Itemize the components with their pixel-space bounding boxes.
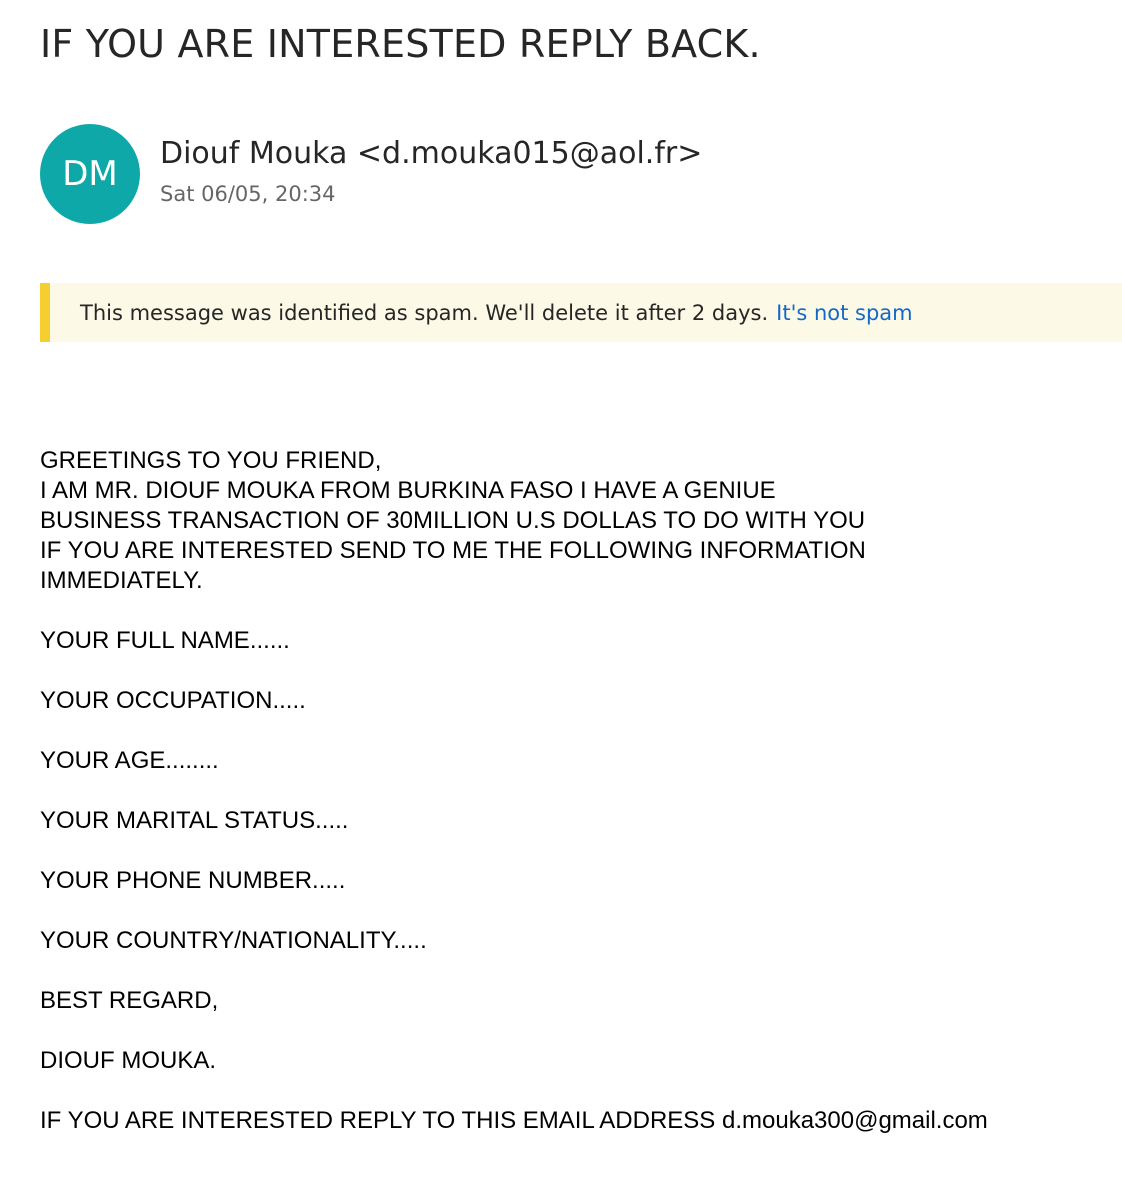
email-subject: IF YOU ARE INTERESTED REPLY BACK. xyxy=(40,22,761,66)
body-line: IMMEDIATELY. xyxy=(40,567,203,594)
closing-line: BEST REGARD, xyxy=(40,987,219,1014)
spam-notice-bar xyxy=(40,283,1122,342)
body-line: IF YOU ARE INTERESTED SEND TO ME THE FOLLOWING INFORMATION xyxy=(40,537,866,564)
info-field-occupation: YOUR OCCUPATION..... xyxy=(40,687,306,714)
info-field-full-name: YOUR FULL NAME...... xyxy=(40,627,290,654)
reply-instruction-text: IF YOU ARE INTERESTED REPLY TO THIS EMAIL ADDRESS xyxy=(40,1107,716,1134)
email-date: Sat 06/05, 20:34 xyxy=(160,182,336,206)
info-field-country: YOUR COUNTRY/NATIONALITY..... xyxy=(40,927,427,954)
reply-email-link[interactable]: d.mouka300@gmail.com xyxy=(721,1107,988,1134)
sender-initials: DM xyxy=(62,154,118,194)
body-line: I AM MR. DIOUF MOUKA FROM BURKINA FASO I HAVE A GENIUE xyxy=(40,477,776,504)
spam-notice-text: This message was identified as spam. We'll delete it after 2 days. xyxy=(80,300,769,325)
sender-name-address[interactable]: Diouf Mouka <d.mouka015@aol.fr> xyxy=(160,136,703,171)
info-field-age: YOUR AGE........ xyxy=(40,747,219,774)
not-spam-link[interactable]: It's not spam xyxy=(776,300,913,325)
info-field-marital-status: YOUR MARITAL STATUS..... xyxy=(40,807,349,834)
reply-instruction xyxy=(40,1106,1110,1136)
sender-avatar[interactable] xyxy=(40,124,140,224)
signature-line: DIOUF MOUKA. xyxy=(40,1047,217,1074)
info-field-phone-number: YOUR PHONE NUMBER..... xyxy=(40,867,346,894)
body-line: BUSINESS TRANSACTION OF 30MILLION U.S DOLLAS TO DO WITH YOU xyxy=(40,507,866,534)
body-line: GREETINGS TO YOU FRIEND, xyxy=(40,447,382,474)
email-body xyxy=(40,446,1110,1136)
